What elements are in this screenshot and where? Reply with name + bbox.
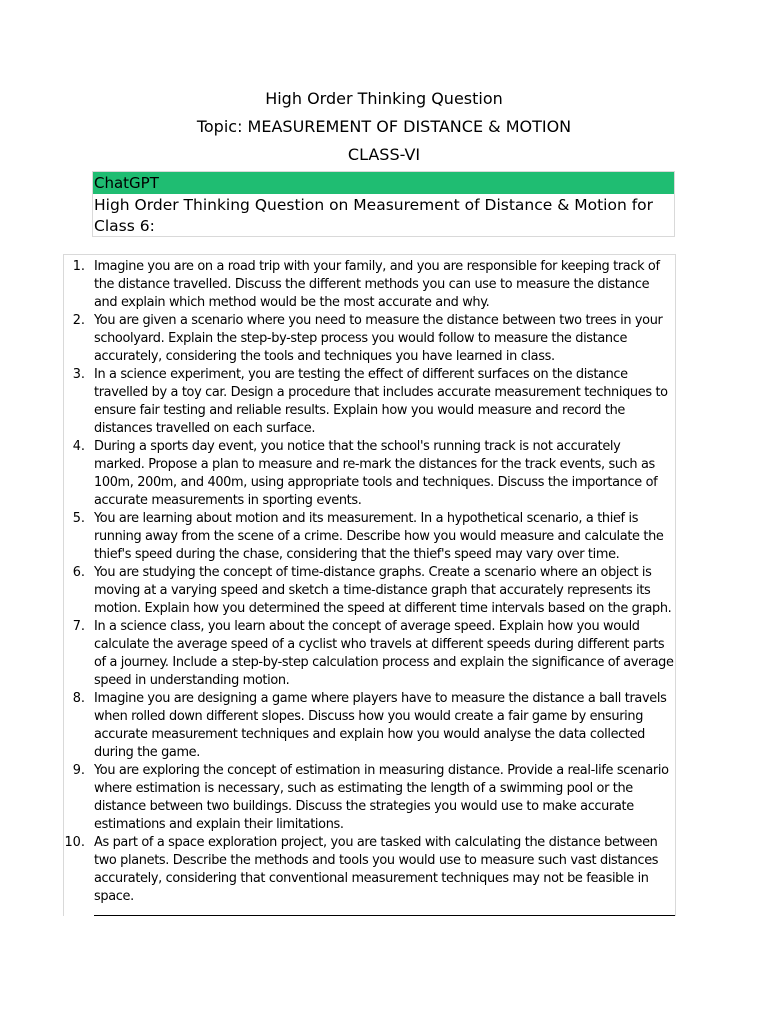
question-number: 9. <box>72 763 85 778</box>
question-text: In a science class, you learn about the concept of average speed. Explain how you would calculate the average speed of a cyclist who travels at different speeds during different parts of a journey. Include a step-by-step calculation process and explain the significance of average speed in understanding motion. <box>94 619 674 688</box>
question-text: Imagine you are designing a game where players have to measure the distance a ball travels when rolled down different slopes. Discuss how you would create a fair game by ensuring accurate measurement techniques and explain how you would analyse the data collected during the game. <box>94 691 667 760</box>
question-text: You are exploring the concept of estimation in measuring distance. Provide a real-life scenario where estimation is necessary, such as estimating the length of a swimming pool or the distance between two buildings. Discuss the strategies you would use to make accurate estimations and explain their limitations. <box>94 763 669 832</box>
question-number: 10. <box>64 835 85 850</box>
question-text: In a science experiment, you are testing the effect of different surfaces on the distance travelled by a toy car. Design a procedure that includes accurate measurement techniques to ensure fair testing and reliable results. Explain how you would measure and record the distances travelled on each surface. <box>94 367 668 436</box>
topic-heading: Topic: MEASUREMENT OF DISTANCE & MOTION <box>196 117 572 136</box>
question-number: 8. <box>72 691 85 706</box>
chatgpt-box <box>92 171 675 237</box>
question-text: Imagine you are on a road trip with your family, and you are responsible for keeping track of the distance travelled. Discuss the different methods you can use to measure the distance and explain which method would be the most accurate and why. <box>94 259 660 310</box>
question-text: You are studying the concept of time-distance graphs. Create a scenario where an object is moving at a varying speed and sketch a time-distance graph that accurately represents its motion. Explain how you determined the speed at different time intervals based on the graph. <box>94 565 672 616</box>
question-item <box>64 690 675 762</box>
question-item <box>64 438 675 510</box>
question-number: 7. <box>72 619 85 634</box>
question-number: 6. <box>72 565 85 580</box>
question-item <box>64 618 675 690</box>
question-item <box>64 258 675 312</box>
question-item <box>64 366 675 438</box>
question-item <box>64 834 675 906</box>
question-number: 3. <box>72 367 85 382</box>
question-number: 1. <box>72 259 85 274</box>
question-item <box>64 510 675 564</box>
question-list <box>63 254 676 916</box>
page-title: High Order Thinking Question <box>265 89 503 108</box>
question-item <box>64 564 675 618</box>
question-text: During a sports day event, you notice that the school's running track is not accurately marked. Propose a plan to measure and re-mark the distances for the track events, such as 100m, 200m, and 400m, using appropriate tools and techniques. Discuss the importance of accurate measurements in sporting events. <box>94 439 658 508</box>
chatgpt-subtitle: High Order Thinking Question on Measurement of Distance & Motion for Class 6: <box>94 196 654 235</box>
question-text: You are given a scenario where you need to measure the distance between two trees in your schoolyard. Explain the step-by-step process you would follow to measure the distance accurately, considering the tools and techniques you have learned in class. <box>94 313 663 364</box>
question-number: 4. <box>72 439 85 454</box>
question-item <box>64 312 675 366</box>
question-text: As part of a space exploration project, you are tasked with calculating the distance between two planets. Describe the methods and tools you would use to measure such vast distances accurately, considering that conventional measurement techniques may not be feasible in space. <box>94 835 659 904</box>
question-item <box>64 762 675 834</box>
question-text: You are learning about motion and its measurement. In a hypothetical scenario, a thief is running away from the scene of a crime. Describe how you would measure and calculate the thief's speed during the chase, considering that the thief's speed may vary over time. <box>94 511 664 562</box>
class-heading: CLASS-VI <box>347 145 421 164</box>
chatgpt-label: ChatGPT <box>93 172 674 194</box>
question-number: 5. <box>72 511 85 526</box>
question-number: 2. <box>72 313 85 328</box>
